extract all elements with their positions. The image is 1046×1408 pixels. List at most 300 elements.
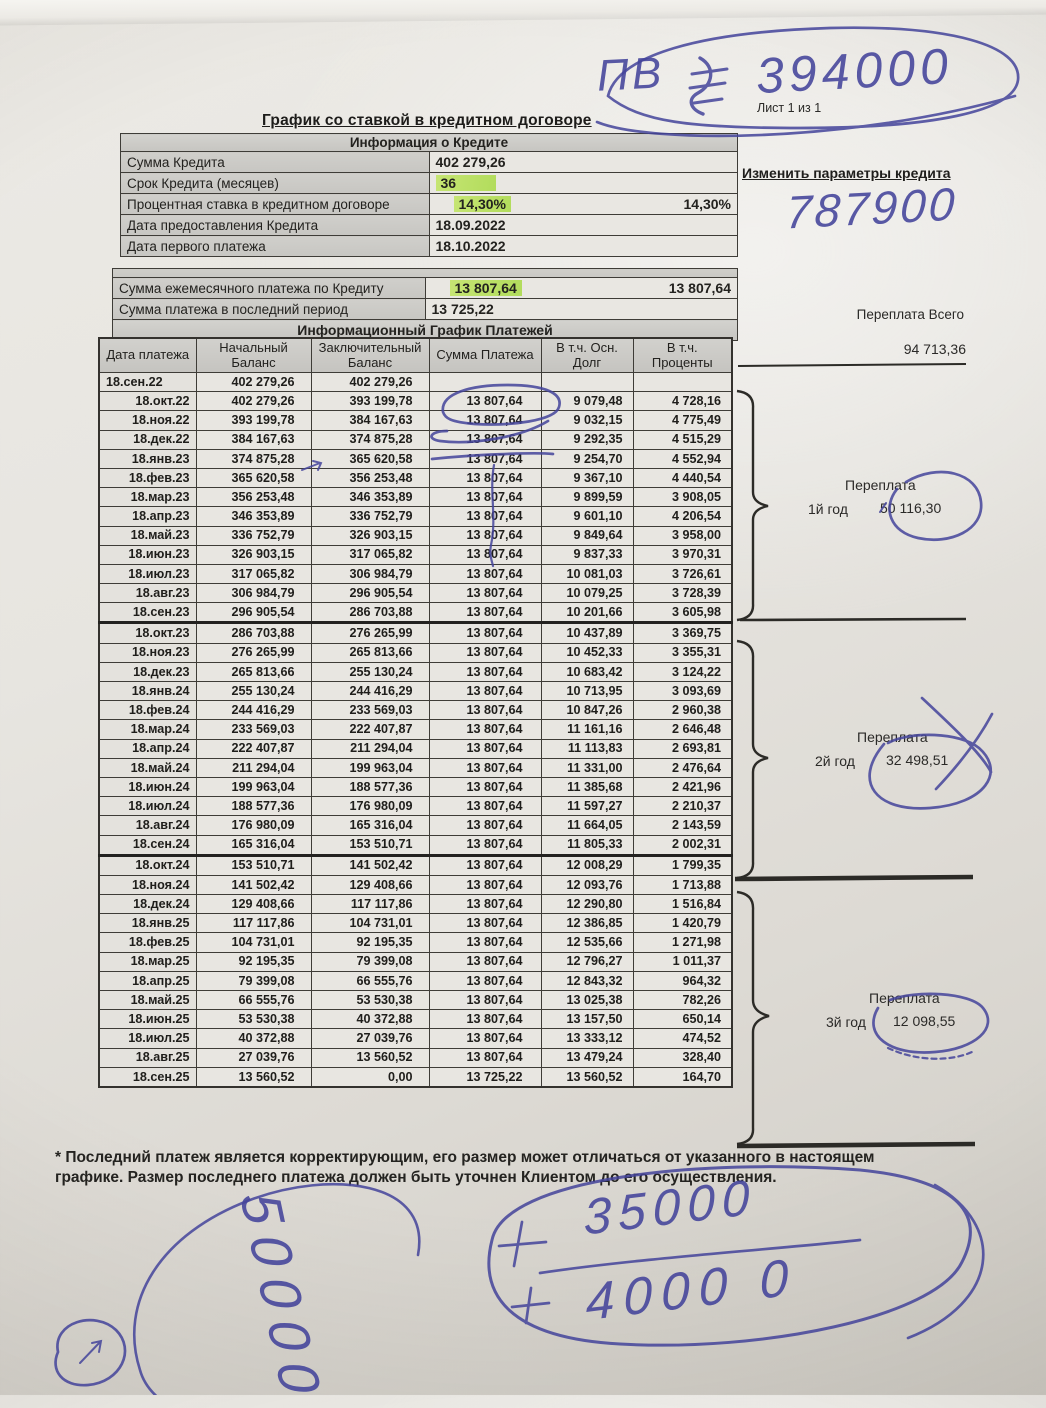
amount-cell: 27 039,76 xyxy=(311,1029,429,1048)
amount-cell: 13 807,64 xyxy=(429,564,541,583)
amount-cell: 336 752,79 xyxy=(196,526,311,545)
amount-cell: 13 807,64 xyxy=(429,545,541,564)
amount-cell: 3 093,69 xyxy=(633,682,732,701)
payment-date-cell: 18.мар.25 xyxy=(99,952,196,971)
amount-cell: 129 408,66 xyxy=(311,875,429,894)
amount-cell: 13 807,64 xyxy=(429,720,541,739)
year3-brace xyxy=(737,892,769,1144)
sheet-counter: Лист 1 из 1 xyxy=(757,101,822,115)
row-value: 18.09.2022 xyxy=(429,215,738,236)
amount-cell: 3 355,31 xyxy=(633,643,732,662)
amount-cell: 402 279,26 xyxy=(311,373,429,392)
amount-cell: 265 813,66 xyxy=(196,662,311,681)
table-row xyxy=(99,584,732,603)
amount-cell: 40 372,88 xyxy=(196,1029,311,1048)
table-row xyxy=(99,682,732,701)
amount-cell: 346 353,89 xyxy=(196,507,311,526)
table-row xyxy=(99,468,732,487)
amount-cell: 222 407,87 xyxy=(311,720,429,739)
amount-cell: 4 775,49 xyxy=(633,411,732,430)
amount-cell: 1 799,35 xyxy=(633,855,732,875)
amount-cell: 1 420,79 xyxy=(633,914,732,933)
amount-cell: 276 265,99 xyxy=(196,643,311,662)
pen-small-arrow xyxy=(80,1341,101,1363)
amount-cell: 104 731,01 xyxy=(196,933,311,952)
table-row xyxy=(99,1029,732,1048)
year2-brace xyxy=(737,641,768,878)
table-row xyxy=(99,449,732,468)
amount-cell: 153 510,71 xyxy=(196,855,311,875)
row-label: Сумма Кредита xyxy=(121,152,430,173)
payment-date-cell: 18.апр.23 xyxy=(99,507,196,526)
payment-date-cell: 18.сен.22 xyxy=(99,373,196,392)
payment-date-cell: 18.дек.24 xyxy=(99,895,196,914)
amount-cell: 13 560,52 xyxy=(311,1048,429,1067)
payment-date-cell: 18.сен.23 xyxy=(99,603,196,623)
amount-cell: 211 294,04 xyxy=(196,758,311,777)
amount-cell: 13 560,52 xyxy=(541,1067,633,1087)
amount-cell: 13 807,64 xyxy=(429,507,541,526)
pen-oval-bottom-sum-2 xyxy=(908,1185,983,1338)
amount-cell: 13 807,64 xyxy=(429,933,541,952)
amount-cell: 11 161,16 xyxy=(541,720,633,739)
table-row xyxy=(99,373,732,392)
amount-cell: 11 113,83 xyxy=(541,739,633,758)
amount-cell: 3 124,22 xyxy=(633,662,732,681)
amount-cell: 13 807,64 xyxy=(429,895,541,914)
payment-schedule-table xyxy=(98,337,733,1088)
table-row xyxy=(99,603,732,623)
amount-cell: 11 805,33 xyxy=(541,835,633,855)
table-row xyxy=(113,299,738,320)
pen-scribble-strokes xyxy=(690,69,727,103)
row-label: Дата предоставления Кредита xyxy=(121,215,430,236)
table-row xyxy=(99,488,732,507)
amount-cell: 13 807,64 xyxy=(429,855,541,875)
amount-cell: 365 620,58 xyxy=(311,449,429,468)
amount-cell: 9 079,48 xyxy=(541,392,633,411)
payment-date-cell: 18.июн.25 xyxy=(99,1010,196,1029)
handwritten-vertical-number: 50000 xyxy=(228,1190,336,1408)
amount-cell: 165 316,04 xyxy=(196,835,311,855)
page-title: График со ставкой в кредитном договоре xyxy=(262,112,592,129)
table-row xyxy=(99,643,732,662)
amount-cell: 13 807,64 xyxy=(429,488,541,507)
row-label: Процентная ставка в кредитном договоре xyxy=(121,194,430,215)
payment-date-cell: 18.авг.23 xyxy=(99,584,196,603)
amount-cell: 255 130,24 xyxy=(196,682,311,701)
pen-scribble xyxy=(691,58,710,114)
amount-cell: 393 199,78 xyxy=(311,392,429,411)
table-row xyxy=(99,952,732,971)
amount-cell: 176 980,09 xyxy=(196,816,311,835)
amount-cell: 13 807,64 xyxy=(429,816,541,835)
amount-cell: 129 408,66 xyxy=(196,895,311,914)
table-row xyxy=(99,895,732,914)
amount-cell: 4 440,54 xyxy=(633,468,732,487)
payment-date-cell: 18.июл.25 xyxy=(99,1029,196,1048)
amount-cell: 306 984,79 xyxy=(311,564,429,583)
table-row xyxy=(99,855,732,875)
amount-cell: 13 025,38 xyxy=(541,991,633,1010)
amount-cell xyxy=(429,373,541,392)
credit-info-header-row xyxy=(121,134,738,152)
column-header: Сумма Платежа xyxy=(429,338,541,373)
amount-cell: 11 385,68 xyxy=(541,777,633,796)
amount-cell: 276 265,99 xyxy=(311,623,429,643)
amount-cell: 13 807,64 xyxy=(429,430,541,449)
overpayment-year3-label: 3й год xyxy=(826,1014,866,1030)
amount-cell: 244 416,29 xyxy=(196,701,311,720)
amount-cell: 265 813,66 xyxy=(311,643,429,662)
amount-cell: 13 807,64 xyxy=(429,526,541,545)
payment-date-cell: 18.фев.24 xyxy=(99,701,196,720)
table-row xyxy=(99,816,732,835)
payment-date-cell: 18.окт.24 xyxy=(99,855,196,875)
table-row xyxy=(121,215,738,236)
amount-cell: 233 569,03 xyxy=(311,701,429,720)
overpayment-year1-title: Переплата xyxy=(845,477,916,493)
amount-cell: 317 065,82 xyxy=(196,564,311,583)
amount-cell xyxy=(541,373,633,392)
row-value: 36 xyxy=(429,173,738,194)
table-row xyxy=(99,835,732,855)
table-row xyxy=(99,507,732,526)
amount-cell: 53 530,38 xyxy=(311,991,429,1010)
table-row xyxy=(99,971,732,990)
amount-cell: 53 530,38 xyxy=(196,1010,311,1029)
amount-cell: 79 399,08 xyxy=(196,971,311,990)
payment-date-cell: 18.дек.23 xyxy=(99,662,196,681)
payment-date-cell: 18.июл.23 xyxy=(99,564,196,583)
column-header: Заключительный Баланс xyxy=(311,338,429,373)
amount-cell: 1 271,98 xyxy=(633,933,732,952)
payment-date-cell: 18.апр.25 xyxy=(99,971,196,990)
amount-cell: 117 117,86 xyxy=(311,895,429,914)
amount-cell: 1 011,37 xyxy=(633,952,732,971)
amount-cell: 13 807,64 xyxy=(429,971,541,990)
amount-cell: 3 908,05 xyxy=(633,488,732,507)
amount-cell: 474,52 xyxy=(633,1029,732,1048)
year1-separator-line xyxy=(740,619,966,620)
amount-cell: 326 903,15 xyxy=(196,545,311,564)
column-header: В т.ч. Осн. Долг xyxy=(541,338,633,373)
amount-cell: 13 807,64 xyxy=(429,449,541,468)
overpayment-year2-title: Переплата xyxy=(857,729,928,745)
paper-top-edge xyxy=(0,0,1046,26)
payment-date-cell: 18.сен.25 xyxy=(99,1067,196,1087)
credit-info-table xyxy=(120,133,738,257)
overpayment-year3-value: 12 098,55 xyxy=(893,1013,956,1029)
amount-cell: 233 569,03 xyxy=(196,720,311,739)
table-row xyxy=(99,1048,732,1067)
payment-date-cell: 18.апр.24 xyxy=(99,739,196,758)
payment-date-cell: 18.окт.23 xyxy=(99,623,196,643)
amount-cell: 356 253,48 xyxy=(311,468,429,487)
amount-cell: 296 905,54 xyxy=(311,584,429,603)
amount-cell: 782,26 xyxy=(633,991,732,1010)
payment-date-cell: 18.фев.25 xyxy=(99,933,196,952)
amount-cell: 244 416,29 xyxy=(311,682,429,701)
payment-date-cell: 18.май.24 xyxy=(99,758,196,777)
amount-cell: 336 752,79 xyxy=(311,507,429,526)
amount-cell: 141 502,42 xyxy=(311,855,429,875)
amount-cell: 13 807,64 xyxy=(429,701,541,720)
amount-cell: 374 875,28 xyxy=(311,430,429,449)
overpayment-year1-label: 1й год xyxy=(808,501,848,517)
row-label: Сумма ежемесячного платежа по Кредиту xyxy=(113,278,426,299)
table-row xyxy=(113,278,738,299)
amount-cell: 384 167,63 xyxy=(196,430,311,449)
payment-date-cell: 18.мар.23 xyxy=(99,488,196,507)
overpayment-total-underline xyxy=(738,364,966,366)
amount-cell: 13 807,64 xyxy=(429,392,541,411)
amount-cell: 964,32 xyxy=(633,971,732,990)
amount-cell: 13 807,64 xyxy=(429,991,541,1010)
table-row xyxy=(99,526,732,545)
amount-cell: 13 807,64 xyxy=(429,468,541,487)
amount-cell: 13 807,64 xyxy=(429,662,541,681)
amount-cell: 13 807,64 xyxy=(429,739,541,758)
amount-cell: 3 605,98 xyxy=(633,603,732,623)
payment-date-cell: 18.июн.24 xyxy=(99,777,196,796)
year3-separator-line xyxy=(737,1144,975,1146)
table-row xyxy=(99,430,732,449)
amount-cell: 141 502,42 xyxy=(196,875,311,894)
amount-cell: 13 157,50 xyxy=(541,1010,633,1029)
amount-cell: 211 294,04 xyxy=(311,739,429,758)
amount-cell: 255 130,24 xyxy=(311,662,429,681)
amount-cell: 12 535,66 xyxy=(541,933,633,952)
table-row xyxy=(99,914,732,933)
credit-info-header: Информация о Кредите xyxy=(121,134,738,152)
payment-date-cell: 18.ноя.24 xyxy=(99,875,196,894)
row-label: Сумма платежа в последний период xyxy=(113,299,426,320)
table-row xyxy=(99,1067,732,1087)
table-row xyxy=(121,173,738,194)
overpayment-total-label: Переплата Всего xyxy=(856,307,964,322)
amount-cell: 13 807,64 xyxy=(429,603,541,623)
handwritten-sum-top: 35000 xyxy=(583,1168,757,1246)
amount-cell: 3 726,61 xyxy=(633,564,732,583)
table-row xyxy=(121,152,738,173)
year2-separator-line xyxy=(735,877,973,879)
amount-cell: 188 577,36 xyxy=(196,797,311,816)
pen-sketch-year3 xyxy=(888,1048,972,1059)
amount-cell: 13 807,64 xyxy=(429,758,541,777)
pen-circle-year2 xyxy=(870,735,991,808)
amount-cell: 317 065,82 xyxy=(311,545,429,564)
amount-cell: 13 807,64 xyxy=(429,411,541,430)
amount-cell: 13 807,64 xyxy=(429,952,541,971)
payment-date-cell: 18.янв.23 xyxy=(99,449,196,468)
amount-cell: 4 515,29 xyxy=(633,430,732,449)
amount-cell: 13 807,64 xyxy=(429,777,541,796)
row-label: Срок Кредита (месяцев) xyxy=(121,173,430,194)
table-row xyxy=(121,194,738,215)
table-top-strip xyxy=(113,269,738,278)
amount-cell: 402 279,26 xyxy=(196,373,311,392)
table-row xyxy=(99,991,732,1010)
table-row xyxy=(99,933,732,952)
amount-cell: 13 807,64 xyxy=(429,914,541,933)
amount-cell: 13 807,64 xyxy=(429,875,541,894)
amount-cell: 2 693,81 xyxy=(633,739,732,758)
row-label: Дата первого платежа xyxy=(121,236,430,257)
amount-cell: 10 847,26 xyxy=(541,701,633,720)
row-value: 14,30% 14,30% xyxy=(429,194,738,215)
payment-date-cell: 18.июл.24 xyxy=(99,797,196,816)
amount-cell: 199 963,04 xyxy=(196,777,311,796)
payment-date-cell: 18.июн.23 xyxy=(99,545,196,564)
schedule-body xyxy=(99,373,732,1087)
amount-cell: 10 683,42 xyxy=(541,662,633,681)
amount-cell: 13 333,12 xyxy=(541,1029,633,1048)
amount-cell: 2 210,37 xyxy=(633,797,732,816)
payment-date-cell: 18.окт.22 xyxy=(99,392,196,411)
column-header: В т.ч. Проценты xyxy=(633,338,732,373)
payment-date-cell: 18.дек.22 xyxy=(99,430,196,449)
amount-cell: 9 032,15 xyxy=(541,411,633,430)
table-row xyxy=(99,875,732,894)
payment-date-cell: 18.мар.24 xyxy=(99,720,196,739)
pen-small-circle xyxy=(56,1320,125,1385)
amount-cell: 222 407,87 xyxy=(196,739,311,758)
amount-cell: 66 555,76 xyxy=(311,971,429,990)
table-row xyxy=(99,564,732,583)
amount-cell: 11 664,05 xyxy=(541,816,633,835)
amount-cell: 3 970,31 xyxy=(633,545,732,564)
amount-cell: 10 452,33 xyxy=(541,643,633,662)
amount-cell: 3 728,39 xyxy=(633,584,732,603)
amount-cell: 9 367,10 xyxy=(541,468,633,487)
amount-cell: 27 039,76 xyxy=(196,1048,311,1067)
column-header: Начальный Баланс xyxy=(196,338,311,373)
amount-cell: 0,00 xyxy=(311,1067,429,1087)
amount-cell: 3 958,00 xyxy=(633,526,732,545)
amount-cell: 12 093,76 xyxy=(541,875,633,894)
table-row xyxy=(99,545,732,564)
table-row xyxy=(99,662,732,681)
amount-cell: 13 560,52 xyxy=(196,1067,311,1087)
table-row xyxy=(99,739,732,758)
amount-cell: 393 199,78 xyxy=(196,411,311,430)
overpayment-year1-value: 50 116,30 xyxy=(880,500,942,516)
amount-cell: 9 837,33 xyxy=(541,545,633,564)
amount-cell: 165 316,04 xyxy=(311,816,429,835)
year1-brace xyxy=(737,391,768,620)
amount-cell: 10 079,25 xyxy=(541,584,633,603)
amount-cell: 10 713,95 xyxy=(541,682,633,701)
column-header: Дата платежа xyxy=(99,338,196,373)
payment-date-cell: 18.янв.24 xyxy=(99,682,196,701)
schedule-section-header: Информационный График Платежей xyxy=(113,320,738,341)
table-row xyxy=(99,777,732,796)
table-row xyxy=(99,758,732,777)
amount-cell: 3 369,75 xyxy=(633,623,732,643)
amount-cell: 2 476,64 xyxy=(633,758,732,777)
amount-cell: 374 875,28 xyxy=(196,449,311,468)
amount-cell: 2 960,38 xyxy=(633,701,732,720)
amount-cell: 13 807,64 xyxy=(429,1029,541,1048)
row-value: 13 807,64 13 807,64 xyxy=(425,278,738,299)
amount-cell: 13 807,64 xyxy=(429,643,541,662)
pen-plus-sign xyxy=(499,1222,546,1266)
payment-date-cell: 18.ноя.23 xyxy=(99,643,196,662)
amount-cell: 384 167,63 xyxy=(311,411,429,430)
amount-cell: 117 117,86 xyxy=(196,914,311,933)
amount-cell: 164,70 xyxy=(633,1067,732,1087)
amount-cell: 12 290,80 xyxy=(541,895,633,914)
overpayment-total-value: 94 713,36 xyxy=(903,341,966,357)
amount-cell: 11 331,00 xyxy=(541,758,633,777)
amount-cell: 326 903,15 xyxy=(311,526,429,545)
amount-cell: 306 984,79 xyxy=(196,584,311,603)
payment-date-cell: 18.янв.25 xyxy=(99,914,196,933)
amount-cell: 328,40 xyxy=(633,1048,732,1067)
amount-cell: 66 555,76 xyxy=(196,991,311,1010)
amount-cell: 12 796,27 xyxy=(541,952,633,971)
amount-cell: 4 206,54 xyxy=(633,507,732,526)
amount-cell: 199 963,04 xyxy=(311,758,429,777)
table-row xyxy=(99,1010,732,1029)
amount-cell: 13 807,64 xyxy=(429,797,541,816)
amount-cell: 9 849,64 xyxy=(541,526,633,545)
amount-cell: 13 807,64 xyxy=(429,1048,541,1067)
handwritten-pv-label: ПВ xyxy=(595,48,666,101)
payment-date-cell: 18.сен.24 xyxy=(99,835,196,855)
amount-cell: 104 731,01 xyxy=(311,914,429,933)
amount-cell xyxy=(633,373,732,392)
amount-cell: 1 713,88 xyxy=(633,875,732,894)
payment-date-cell: 18.ноя.22 xyxy=(99,411,196,430)
amount-cell: 2 002,31 xyxy=(633,835,732,855)
amount-cell: 346 353,89 xyxy=(311,488,429,507)
row-value: 13 725,22 xyxy=(425,299,738,320)
amount-cell: 11 597,27 xyxy=(541,797,633,816)
amount-cell: 13 807,64 xyxy=(429,682,541,701)
amount-cell: 13 807,64 xyxy=(429,584,541,603)
amount-cell: 12 008,29 xyxy=(541,855,633,875)
overpayment-year2-value: 32 498,51 xyxy=(886,752,949,768)
amount-cell: 13 807,64 xyxy=(429,835,541,855)
amount-cell: 9 254,70 xyxy=(541,449,633,468)
amount-cell: 9 292,35 xyxy=(541,430,633,449)
amount-cell: 286 703,88 xyxy=(311,603,429,623)
amount-cell: 650,14 xyxy=(633,1010,732,1029)
handwritten-circled-number: 394000 xyxy=(754,37,955,105)
edit-credit-params-link[interactable]: Изменить параметры кредита xyxy=(742,165,951,181)
footnote: * Последний платеж является корректирующим, его размер может отличаться от указанного в настоящем графике. Размер последнего платежа должен быть уточнен Клиентом до его осуществления. xyxy=(55,1149,875,1186)
amount-cell: 2 421,96 xyxy=(633,777,732,796)
amount-cell: 79 399,08 xyxy=(311,952,429,971)
payment-date-cell: 18.авг.25 xyxy=(99,1048,196,1067)
table-row xyxy=(121,236,738,257)
payment-date-cell: 18.авг.24 xyxy=(99,816,196,835)
amount-cell: 13 479,24 xyxy=(541,1048,633,1067)
table-row xyxy=(99,623,732,643)
table-row xyxy=(99,720,732,739)
payment-date-cell: 18.май.25 xyxy=(99,991,196,1010)
pen-plus-sign-2 xyxy=(512,1288,549,1323)
amount-cell: 2 143,59 xyxy=(633,816,732,835)
table-row xyxy=(99,392,732,411)
amount-cell: 12 386,85 xyxy=(541,914,633,933)
amount-cell: 13 807,64 xyxy=(429,623,541,643)
amount-cell: 1 516,84 xyxy=(633,895,732,914)
amount-cell: 402 279,26 xyxy=(196,392,311,411)
amount-cell: 9 601,10 xyxy=(541,507,633,526)
